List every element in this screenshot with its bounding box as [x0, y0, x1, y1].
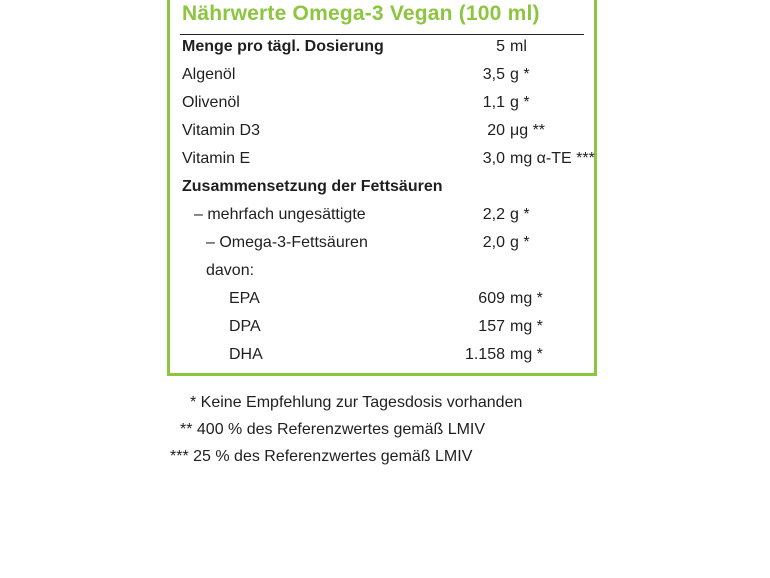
row-value: 3,5	[482, 66, 505, 83]
row-label: Olivenöl	[182, 94, 240, 111]
row-label: – Omega-3-Fettsäuren	[206, 234, 368, 251]
row-fatty-acids-heading	[182, 178, 586, 205]
footnote-3: *** 25 % des Referenzwertes gemäß LMIV	[170, 448, 473, 465]
row-value: 20	[487, 122, 505, 139]
row-unit: g *	[510, 206, 530, 223]
row-algae-oil	[182, 66, 586, 93]
row-unit: ml	[510, 38, 527, 55]
footnote-1: * Keine Empfehlung zur Tagesdosis vorhanden	[190, 394, 523, 411]
row-value: 2,0	[482, 234, 505, 251]
footnote-2: ** 400 % des Referenzwertes gemäß LMIV	[180, 421, 486, 438]
row-unit: μg **	[510, 122, 546, 139]
row-unit: mg α-TE ***	[510, 150, 595, 167]
row-label: DPA	[229, 318, 261, 335]
row-unit: mg *	[510, 346, 543, 363]
section-heading: Zusammensetzung der Fettsäuren	[182, 178, 443, 195]
row-unit: mg *	[510, 290, 543, 307]
row-dpa	[182, 318, 586, 345]
row-vitamin-e	[182, 150, 595, 177]
row-dosage	[182, 38, 586, 65]
row-vitamin-d3	[182, 122, 586, 149]
row-value: 2,2	[482, 206, 505, 223]
row-label: EPA	[229, 290, 260, 307]
row-omega3	[182, 234, 586, 261]
row-unit: mg *	[510, 318, 543, 335]
row-of-which	[182, 262, 586, 289]
row-unit: g *	[510, 234, 530, 251]
title-divider	[180, 34, 584, 35]
row-value: 157	[478, 318, 505, 335]
row-unit: g *	[510, 94, 530, 111]
row-label: Menge pro tägl. Dosierung	[182, 38, 384, 55]
row-olive-oil	[182, 94, 586, 121]
row-value: 1.158	[464, 346, 505, 363]
row-epa	[182, 290, 586, 317]
row-label: Algenöl	[182, 66, 236, 83]
row-dha	[182, 346, 586, 373]
panel-title: Nährwerte Omega-3 Vegan (100 ml)	[182, 2, 540, 25]
row-polyunsaturated	[182, 206, 586, 233]
row-label: – mehrfach ungesättigte	[194, 206, 366, 223]
row-value: 5	[496, 38, 505, 55]
nutrition-panel	[167, 0, 597, 376]
row-label: Vitamin E	[182, 150, 251, 167]
row-value: 3,0	[482, 150, 505, 167]
row-label: Vitamin D3	[182, 122, 260, 139]
row-unit: g *	[510, 66, 530, 83]
row-label: DHA	[229, 346, 263, 363]
row-value: 609	[478, 290, 505, 307]
row-label: davon:	[206, 262, 255, 279]
row-value: 1,1	[482, 94, 505, 111]
